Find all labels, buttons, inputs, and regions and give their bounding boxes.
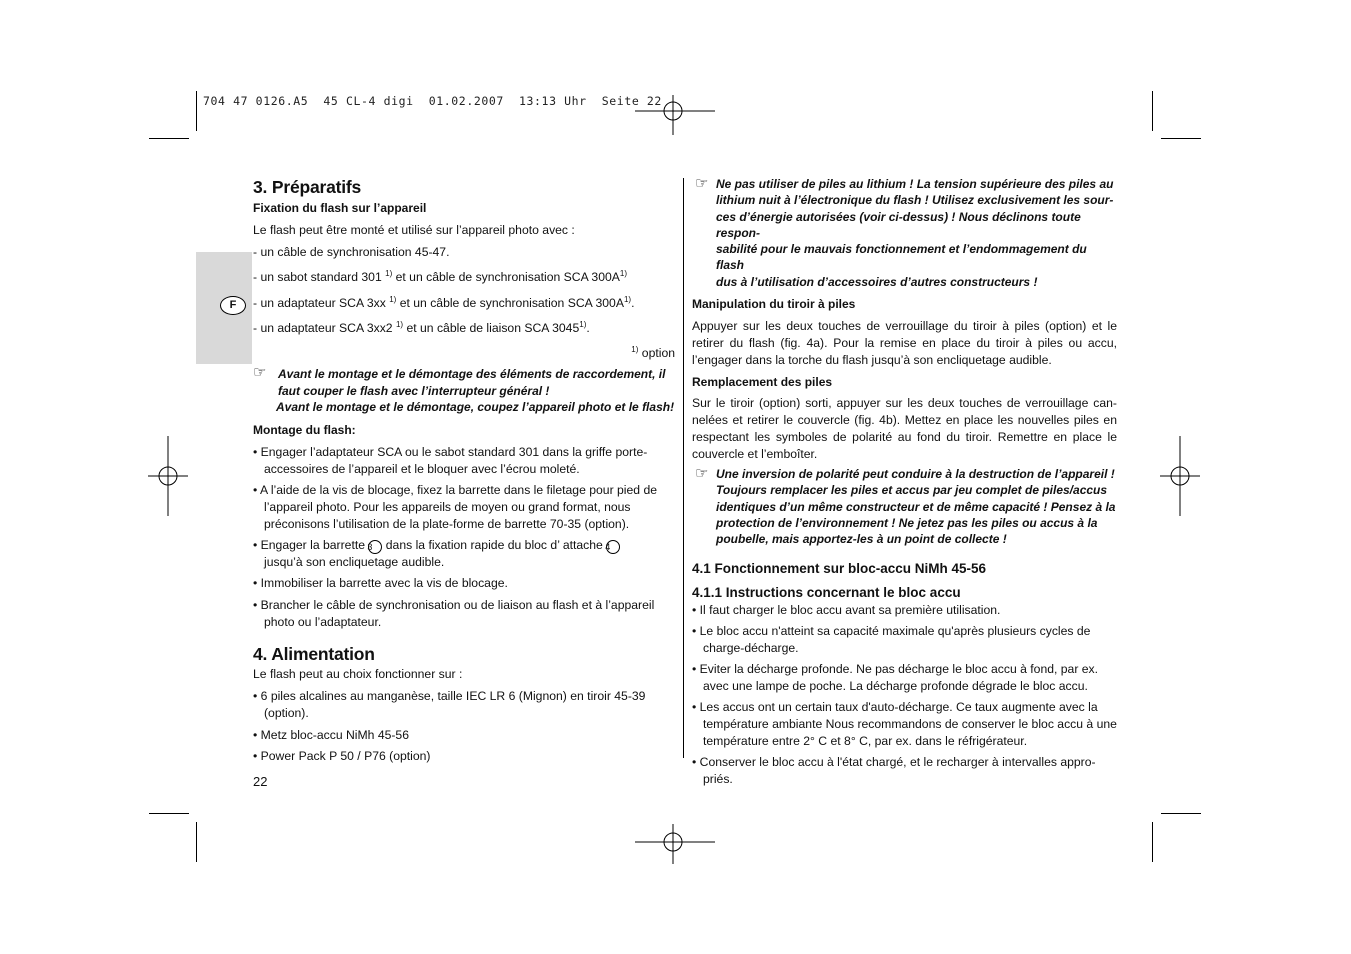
list-item: • Il faut charger le bloc accu avant sa première utilisation. [692, 602, 1001, 617]
list-item: • Le bloc accu n'atteint sa capacité maximale qu'après plusieurs cycles de charge-décharge. [692, 623, 1091, 655]
print-header: 704 47 0126.A5 45 CL-4 digi 01.02.2007 13:13 Uhr Seite 22 [203, 94, 662, 108]
crop-mark [1161, 813, 1201, 814]
warning-note: ☞ Une inversion de polarité peut conduire à la destruction de l’appareil ! Toujours remplacer les piles et accus par jeu complet de piles/accus identiques d’un même constructeur et de même capacité ! Pensez à la protection de l’environnement ! Ne jetez pas les piles ou accus à la poubelle, mais apportez-les à un point de collecte ! [695, 465, 1116, 547]
crop-mark [149, 813, 189, 814]
pointing-hand-icon: ☞ [695, 465, 709, 483]
list-item: - un sabot standard 301 $^{1)}$ et un câble de synchronisation SCA $300A^{1)}$ [253, 269, 628, 285]
pointing-hand-icon: ☞ [695, 175, 709, 192]
list-item: - un adaptateur SCA 3xx $^{1)}$ et un câble de synchronisation SCA $300A^{1)}$. [253, 295, 635, 311]
crop-mark [149, 138, 189, 139]
crosshair-icon [148, 436, 188, 516]
left-column [253, 176, 678, 790]
list-item: • Eviter la décharge profonde. Ne pas décharge le bloc accu à fond, par ex. avec une lampe de poche. La décharge profonde dégrade le bloc accu. [692, 661, 1099, 693]
crop-mark [1152, 822, 1153, 862]
crop-mark [1161, 138, 1201, 139]
list-item: • Metz bloc-accu NiMh 45-56 [253, 728, 409, 743]
list-item: • 6 piles alcalines au manganèse, taille IEC LR 6 (Mignon) en tiroir 45-39 (option). [253, 689, 646, 721]
right-column [692, 176, 1117, 788]
warning-note: ☞ Ne pas utiliser de piles au lithium ! La tension supérieure des piles au lithium nuit à l’électronique du flash ! Utilisez exclusivement les sour- ces d’énergie autorisées (voir ci-dessus) ! Nous déclinons toute respon- sabilité pour le mauvais fonctionnement et l’endommagement du flash dus à l’utilisation d’accessoires d’autres constructeurs ! [695, 175, 1114, 289]
column-divider [683, 178, 684, 758]
list-item: • Engager la barrette 3 dans la fixation rapide du bloc d’ attache 4 jusqu’à son encliquetage audible. [253, 537, 678, 571]
list-item: • Engager l’adaptateur SCA ou le sabot standard 301 dans la griffe porte-accessoires de l’appareil et le bloquer avec l’écrou moleté. [253, 445, 648, 477]
section-title: 4.1 Fonctionnement sur bloc-accu NiMh 45-56 [692, 560, 987, 576]
list-item: • Les accus ont un certain taux d'auto-décharge. Ce taux augmente avec la température ambiante Nous recommandons de conserver le bloc accu à une température entre 2° C et 8° C, par ex. dans le réfrigérateur. [692, 699, 1117, 748]
section-title: 4.1.1 Instructions concernant le bloc accu [692, 584, 961, 600]
paragraph: Le flash peut être monté et utilisé sur l’appareil photo avec : [253, 223, 575, 237]
subheading: Manipulation du tiroir à piles [692, 297, 856, 312]
warning-note: ☞ Avant le montage et le démontage des éléments de raccordement, il faut couper le flash avec l’interrupteur général ! Avant le montage et le démontage, coupez l’appareil photo et le flash! [253, 364, 675, 414]
list-item: • Conserver le bloc accu à l'état chargé, et le recharger à intervalles appro-priés. [692, 754, 1096, 786]
footnote: $^{1)}$ option [631, 345, 675, 361]
section-title: 3. Préparatifs [253, 177, 362, 197]
pointing-hand-icon: ☞ [253, 364, 267, 382]
crop-mark [196, 822, 197, 862]
list-item: - un câble de synchronisation 45-47. [253, 245, 450, 259]
list-item: • Immobiliser la barrette avec la vis de blocage. [253, 576, 508, 591]
crosshair-icon [635, 824, 715, 864]
language-badge: F [220, 296, 246, 315]
list-item: • A l’aide de la vis de blocage, fixez la barrette dans le filetage pour pied de l’appareil photo. Pour les appareils de moyen ou grand format, nous préconisons l’utilisation de la plate-forme de barrette 70-35 (option). [253, 483, 658, 532]
paragraph: Sur le tiroir (option) sorti, appuyer sur les deux touches de verrouillage can-nelées et retirer le couvercle (fig. 4b). Mettez en place les nouvelles piles en respectant les symboles de polarité au fond du tiroir. Remettre en place le couvercle et l’emboîter. [692, 396, 1117, 462]
list-item: • Brancher le câble de synchronisation ou de liaison au flash et à l’appareil photo ou l’adaptateur. [253, 598, 655, 630]
page-number: 22 [253, 774, 268, 790]
subheading: Montage du flash: [253, 423, 356, 438]
crop-mark [196, 91, 197, 131]
subheading: Remplacement des piles [692, 375, 833, 390]
paragraph: Appuyer sur les deux touches de verrouillage du tiroir à piles (option) et le retirer du flash (fig. 4a). Pour la remise en place du tiroir à piles ou accu, l’engager dans la torche du flash jusqu’à son encliquetage audible. [692, 319, 1117, 368]
list-item: - un adaptateur SCA 3xx2 $^{1)}$ et un câble de liaison SCA 3045$^{1)}$. [253, 320, 590, 336]
list-item: • Power Pack P 50 / P76 (option) [253, 749, 431, 764]
section-title: 4. Alimentation [253, 644, 375, 665]
paragraph: Le flash peut au choix fonctionner sur : [253, 667, 463, 682]
crosshair-icon [1160, 436, 1200, 516]
subheading: Fixation du flash sur l’appareil [253, 201, 427, 215]
crop-mark [1152, 91, 1153, 131]
